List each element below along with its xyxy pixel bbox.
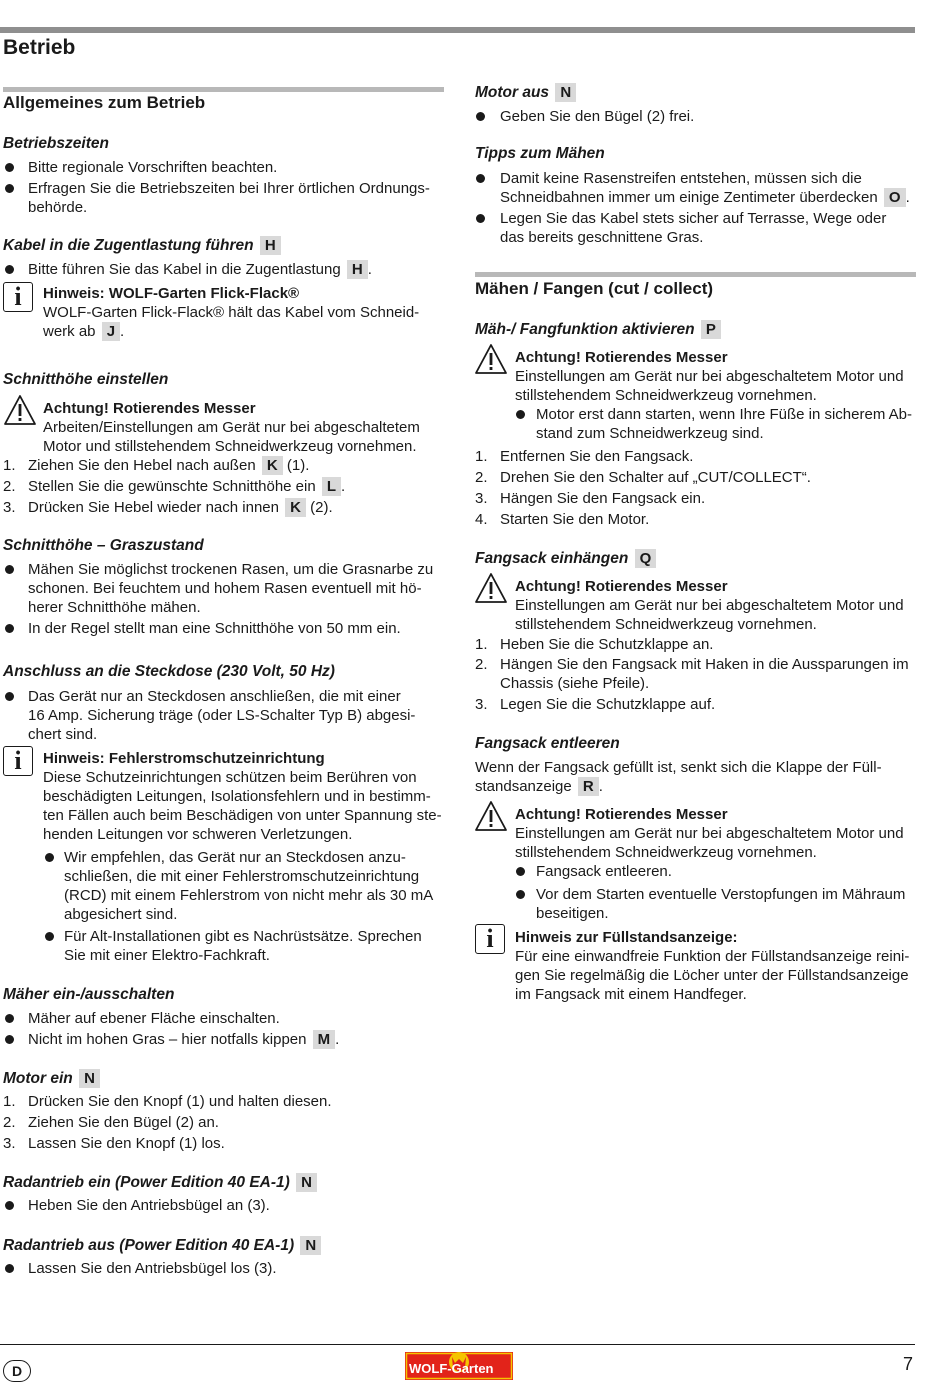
- figure-key: N: [79, 1069, 100, 1088]
- bullet-text: Geben Sie den Bügel (2) frei.: [500, 108, 695, 125]
- bullet-text: Schneidbahnen immer um einige Zentimeter überdecken O .: [500, 189, 910, 206]
- hint-text: WOLF-Garten Flick-Flack® hält das Kabel vom Schneid-: [43, 304, 420, 321]
- warning-title: Achtung! Rotierendes Messer: [515, 806, 728, 823]
- bullet: [516, 890, 525, 899]
- bullet-text: Sie mit einer Elektro-Fachkraft.: [64, 947, 270, 964]
- warning-text: Einstellungen am Gerät nur bei abgeschaltetem Motor und: [515, 597, 904, 614]
- bullet: [5, 265, 14, 274]
- step-number: 3.: [475, 490, 488, 507]
- bullet-text: 16 Amp. Sicherung träge (oder LS-Schalter Typ B) abgesi-: [28, 707, 416, 724]
- warning-icon: [474, 572, 508, 604]
- step-text: Chassis (siehe Pfeile).: [500, 675, 650, 692]
- bullet: [5, 184, 14, 193]
- paragraph-text: standsanzeige R .: [475, 778, 603, 795]
- bullet-text: Bitte führen Sie das Kabel in die Zugentlastung: [28, 261, 341, 278]
- step-number: 3.: [475, 696, 488, 713]
- step-text: Stellen Sie die gewünschte Schnitthöhe ein: [28, 478, 316, 495]
- figure-key: N: [300, 1236, 321, 1255]
- bullet-text: Nicht im hohen Gras – hier notfalls kippen M .: [28, 1031, 340, 1048]
- bullet: [516, 410, 525, 419]
- bullet-text: behörde.: [28, 199, 88, 216]
- bullet-text: Fangsack entleeren.: [536, 863, 672, 880]
- wolf-garten-logo: [405, 1348, 513, 1384]
- bullet: [476, 112, 485, 121]
- section-rule: [475, 272, 916, 277]
- step-text: (1).: [286, 457, 310, 474]
- figure-key: N: [296, 1173, 317, 1192]
- step-number: 2.: [475, 469, 488, 486]
- hint-text: werk ab: [43, 323, 96, 340]
- heading-betriebszeiten: Betriebszeiten: [3, 135, 109, 152]
- bullet-text: In der Regel stellt man eine Schnitthöhe von 50 mm ein.: [28, 620, 401, 637]
- warning-title: Achtung! Rotierendes Messer: [515, 578, 728, 595]
- heading-text: Radantrieb ein (Power Edition 40 EA-1): [3, 1174, 290, 1191]
- bullet: [476, 214, 485, 223]
- bullet: [5, 1264, 14, 1273]
- heading-text: Motor ein: [3, 1070, 73, 1087]
- bullet-text: schonen. Bei feuchtem und hohem Rasen eventuell mit hö-: [28, 580, 422, 597]
- heading-fangsack-entleeren: Fangsack entleeren: [475, 735, 620, 752]
- figure-key: K: [285, 498, 306, 517]
- hint-text: im Fangsack mit einem Handfeger.: [515, 986, 747, 1003]
- heading-text: Kabel in die Zugentlastung führen: [3, 237, 254, 254]
- warning-text: Motor und stillstehendem Schneidwerkzeug vornehmen.: [43, 438, 417, 455]
- bullet: [476, 174, 485, 183]
- bullet-text: Das Gerät nur an Steckdosen anschließen, die mit einer: [28, 688, 401, 705]
- step-text: [28, 456, 309, 475]
- heading-graszustand: Schnitthöhe – Graszustand: [3, 537, 204, 554]
- bullet-text: Schneidbahnen immer um einige Zentimeter überdecken: [500, 189, 878, 206]
- section-rule: [3, 87, 444, 92]
- bullet-text: stand zum Schneidwerkzeug sind.: [536, 425, 764, 442]
- bullet: [5, 1014, 14, 1023]
- warning-text: stillstehendem Schneidwerkzeug vornehmen.: [515, 387, 817, 404]
- step-text: Lassen Sie den Knopf (1) los.: [28, 1135, 225, 1152]
- bullet: [5, 163, 14, 172]
- heading-text: Mäh-/ Fangfunktion aktivieren: [475, 321, 695, 338]
- info-icon: i: [475, 924, 505, 954]
- hint-text: beschädigten Leitungen, Isolationsfehlern und in bestimm-: [43, 788, 431, 805]
- bullet: [5, 1035, 14, 1044]
- bullet: [45, 932, 54, 941]
- warning-text: Arbeiten/Einstellungen am Gerät nur bei abgeschaltetem: [43, 419, 420, 436]
- bullet: [45, 853, 54, 862]
- step-number: 3.: [3, 1135, 16, 1152]
- footer-rule: [0, 1344, 915, 1345]
- step-number: 1.: [3, 457, 16, 474]
- figure-key: R: [578, 777, 599, 796]
- bullet-text: Wir empfehlen, das Gerät nur an Steckdosen anzu-: [64, 849, 406, 866]
- bullet: [516, 867, 525, 876]
- figure-key: K: [262, 456, 283, 475]
- warning-text: Einstellungen am Gerät nur bei abgeschaltetem Motor und: [515, 368, 904, 385]
- page-number: 7: [903, 1354, 914, 1374]
- heading-radantrieb-ein: [3, 1173, 317, 1192]
- hint-title: Hinweis zur Füllstandsanzeige:: [515, 929, 738, 946]
- heading-motor-aus: [475, 83, 576, 102]
- bullet-text: Damit keine Rasenstreifen entstehen, müssen sich die: [500, 170, 862, 187]
- paragraph-text: Wenn der Fangsack gefüllt ist, senkt sich die Klappe der Füll-: [475, 759, 882, 776]
- hint-text: ten Fällen auch beim Beschädigen von unter Spannung ste-: [43, 807, 442, 824]
- language-badge: D: [3, 1360, 31, 1382]
- heading-kabel: [3, 236, 281, 255]
- bullet-text: schließen, die mit einer Fehlerstromschutzeinrichtung: [64, 868, 420, 885]
- bullet: [5, 565, 14, 574]
- bullet-text: Legen Sie das Kabel stets sicher auf Terrasse, Wege oder: [500, 210, 887, 227]
- bullet-text: Bitte regionale Vorschriften beachten.: [28, 159, 278, 176]
- step-text: Ziehen Sie den Bügel (2) an.: [28, 1114, 219, 1131]
- step-number: 2.: [475, 656, 488, 673]
- step-text: Hängen Sie den Fangsack ein.: [500, 490, 706, 507]
- bullet-text: Vor dem Starten eventuelle Verstopfungen im Mähraum: [536, 886, 906, 903]
- figure-key: Q: [635, 549, 657, 568]
- bullet-text: Erfragen Sie die Betriebszeiten bei Ihrer örtlichen Ordnungs-: [28, 180, 430, 197]
- step-text: (2).: [310, 499, 333, 516]
- step-text: Legen Sie die Schutzklappe auf.: [500, 696, 716, 713]
- step-text: Entfernen Sie den Fangsack.: [500, 448, 694, 465]
- step-number: 1.: [3, 1093, 16, 1110]
- bullet-text: abgesichert sind.: [64, 906, 178, 923]
- bullet-text: Bitte führen Sie das Kabel in die Zugentlastung H .: [28, 261, 372, 278]
- bullet-text: beseitigen.: [536, 905, 609, 922]
- bullet: [5, 692, 14, 701]
- bullet-text: (RCD) mit einem Fehlerstrom von nicht mehr als 30 mA: [64, 887, 434, 904]
- section-title-allgemeines: Allgemeines zum Betrieb: [3, 93, 206, 112]
- bullet-text: Heben Sie den Antriebsbügel an (3).: [28, 1197, 270, 1214]
- bullet-text: das bereits geschnittene Gras.: [500, 229, 704, 246]
- heading-tipps: Tipps zum Mähen: [475, 145, 605, 162]
- heading-motor-ein: [3, 1069, 100, 1088]
- step-number: 1.: [475, 636, 488, 653]
- hint-text: werk ab J .: [43, 323, 125, 340]
- bullet: [5, 1201, 14, 1210]
- figure-key: J: [102, 322, 120, 341]
- heading-text: Motor aus: [475, 84, 550, 101]
- figure-key: O: [884, 188, 906, 207]
- figure-key: N: [555, 83, 576, 102]
- hint-title: Hinweis: Fehlerstromschutzeinrichtung: [43, 750, 325, 767]
- warning-icon: [474, 800, 508, 832]
- step-text: Hängen Sie den Fangsack mit Haken in die Aussparungen im: [500, 656, 909, 673]
- warning-text: stillstehendem Schneidwerkzeug vornehmen.: [515, 844, 817, 861]
- heading-radantrieb-aus: [3, 1236, 321, 1255]
- bullet-text: Mähen Sie möglichst trockenen Rasen, um die Grasnarbe zu: [28, 561, 434, 578]
- step-text: Drehen Sie den Schalter auf „CUT/COLLECT“.: [500, 469, 811, 486]
- bullet-text: herer Schnitthöhe mähen.: [28, 599, 201, 616]
- heading-schnitthoehe: Schnitthöhe einstellen: [3, 371, 169, 388]
- hint-text: Diese Schutzeinrichtungen schützen beim Berühren von: [43, 769, 417, 786]
- heading-maeher: Mäher ein-/ausschalten: [3, 986, 175, 1003]
- heading-fangfunktion: [475, 320, 721, 339]
- step-text: Stellen Sie die gewünschte Schnitthöhe ein L .: [28, 478, 346, 495]
- step-text: Heben Sie die Schutzklappe an.: [500, 636, 714, 653]
- warning-text: stillstehendem Schneidwerkzeug vornehmen.: [515, 616, 817, 633]
- page-title: Betrieb: [3, 36, 76, 59]
- step-text: Drücken Sie den Knopf (1) und halten diesen.: [28, 1093, 332, 1110]
- step-text: Starten Sie den Motor.: [500, 511, 650, 528]
- warning-icon: [474, 343, 508, 375]
- figure-key: L: [322, 477, 341, 496]
- paragraph-text: standsanzeige: [475, 778, 572, 795]
- bullet-text: Lassen Sie den Antriebsbügel los (3).: [28, 1260, 277, 1277]
- bullet-text: Für Alt-Installationen gibt es Nachrüstsätze. Sprechen: [64, 928, 422, 945]
- figure-key: M: [313, 1030, 336, 1049]
- hint-text: Für eine einwandfreie Funktion der Füllstandsanzeige reini-: [515, 948, 910, 965]
- hint-text: gen Sie regelmäßig die Löcher unter der Füllstandsanzeige: [515, 967, 909, 984]
- heading-fangsack-einhaengen: [475, 549, 656, 568]
- info-icon: i: [3, 746, 33, 776]
- bullet-text: Nicht im hohen Gras – hier notfalls kippen: [28, 1031, 307, 1048]
- logo-text: WOLF-Garten: [409, 1361, 494, 1376]
- warning-icon: [3, 394, 37, 426]
- step-number: 4.: [475, 511, 488, 528]
- bullet-text: chert sind.: [28, 726, 98, 743]
- bullet-text: Motor erst dann starten, wenn Ihre Füße in sicherem Ab-: [536, 406, 913, 423]
- hint-title: Hinweis: WOLF-Garten Flick-Flack®: [43, 285, 300, 302]
- heading-text: Radantrieb aus (Power Edition 40 EA-1): [3, 1237, 295, 1254]
- step-text: Ziehen Sie den Hebel nach außen: [28, 457, 256, 474]
- section-title-maehen-fangen: Mähen / Fangen (cut / collect): [475, 279, 714, 298]
- step-number: 3.: [3, 499, 16, 516]
- top-rule: [0, 27, 915, 33]
- step-number: 2.: [3, 1114, 16, 1131]
- figure-key: P: [701, 320, 721, 339]
- warning-title: Achtung! Rotierendes Messer: [43, 400, 256, 417]
- figure-key: H: [347, 260, 368, 279]
- info-icon: i: [3, 282, 33, 312]
- bullet: [5, 624, 14, 633]
- figure-key: H: [260, 236, 281, 255]
- heading-steckdose: Anschluss an die Steckdose (230 Volt, 50 Hz): [3, 663, 335, 680]
- bullet-text: Mäher auf ebener Fläche einschalten.: [28, 1010, 280, 1027]
- step-text: [28, 498, 333, 517]
- warning-title: Achtung! Rotierendes Messer: [515, 349, 728, 366]
- hint-text: henden Leitungen vor schweren Verletzungen.: [43, 826, 353, 843]
- step-text: Drücken Sie Hebel wieder nach innen: [28, 499, 279, 516]
- step-number: 1.: [475, 448, 488, 465]
- heading-text: Fangsack einhängen: [475, 550, 629, 567]
- step-number: 2.: [3, 478, 16, 495]
- warning-text: Einstellungen am Gerät nur bei abgeschaltetem Motor und: [515, 825, 904, 842]
